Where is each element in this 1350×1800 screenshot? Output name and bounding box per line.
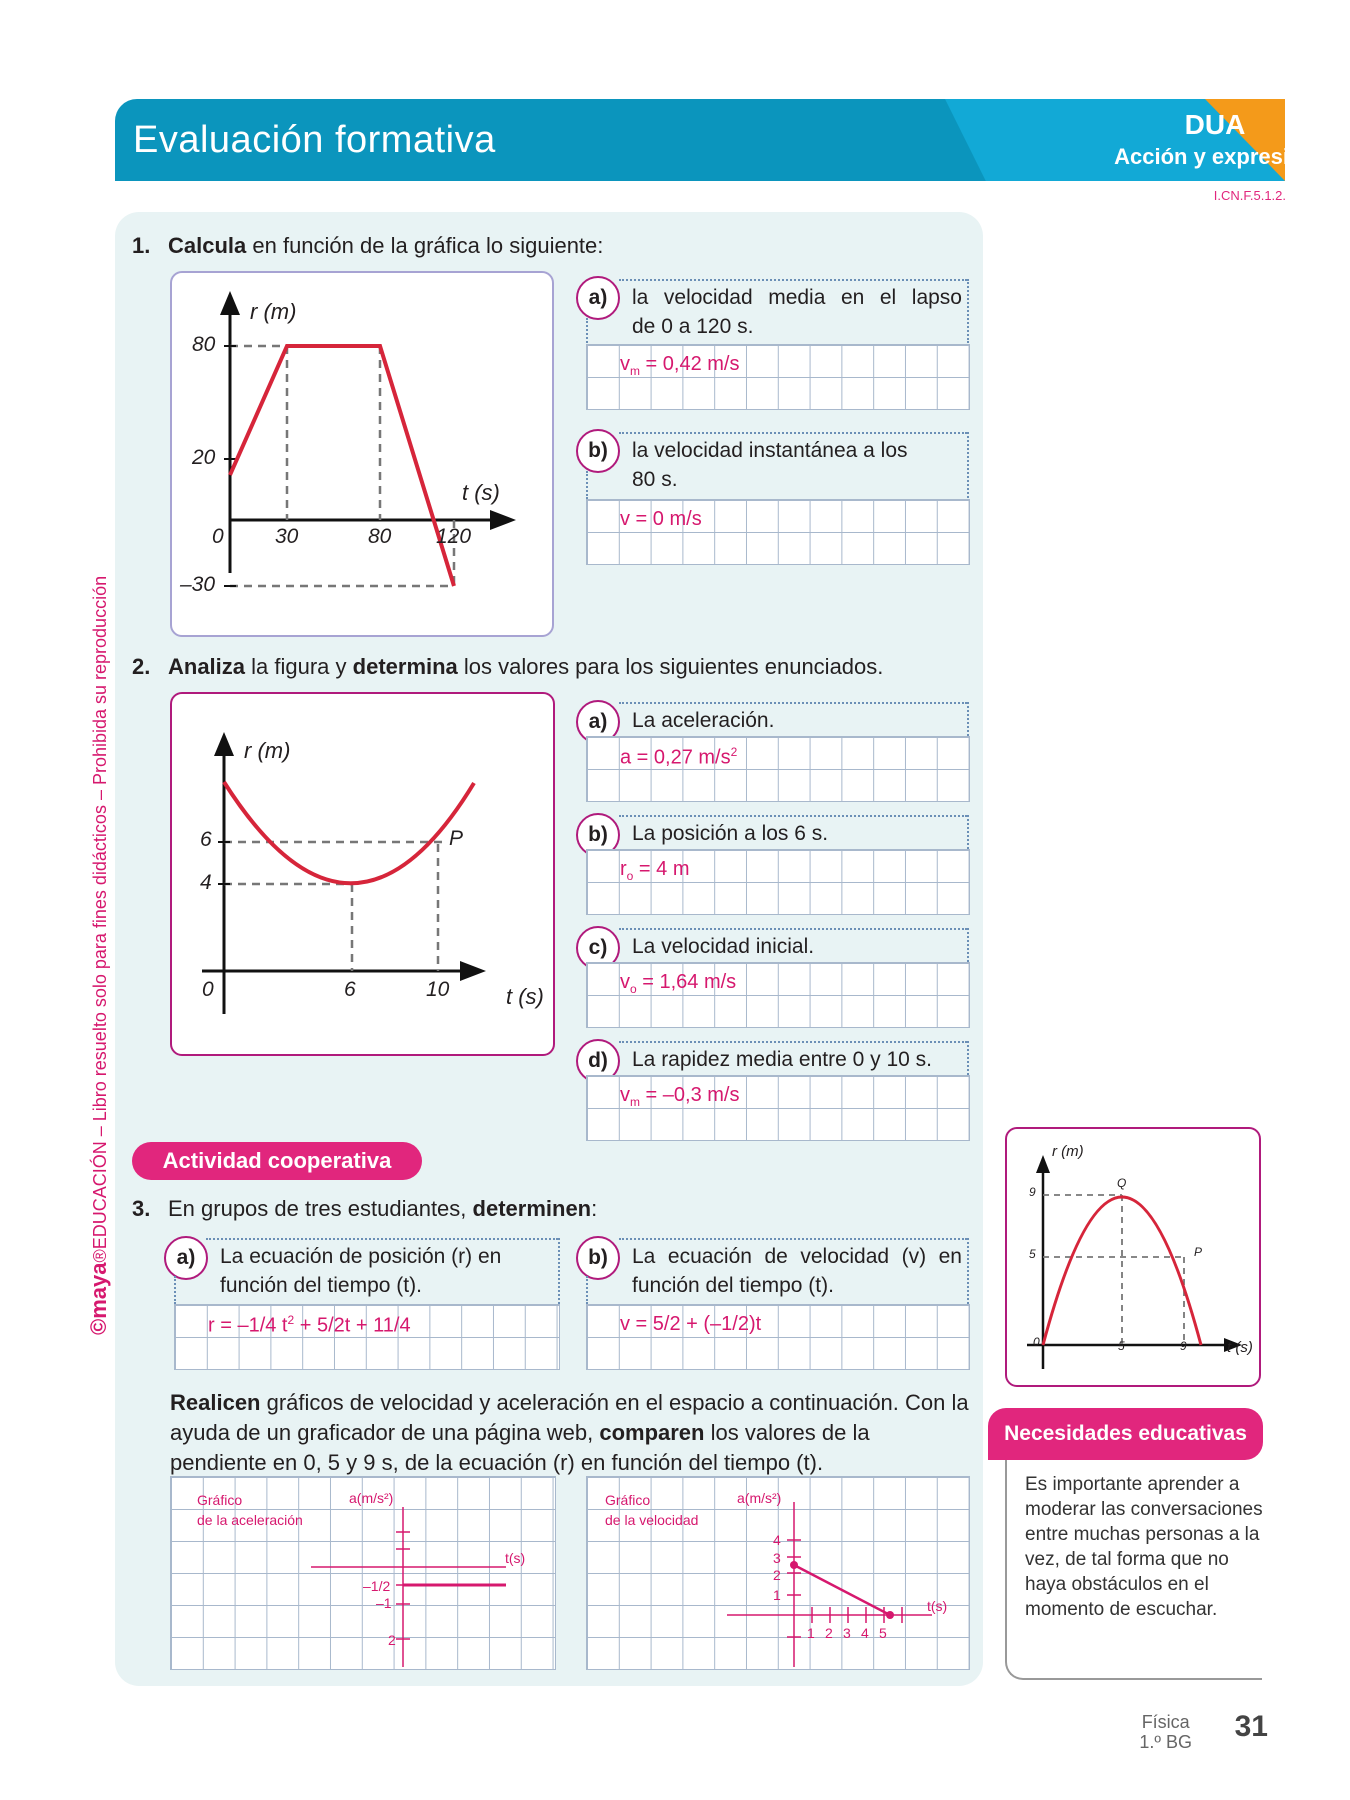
q1-tick-20: 20 <box>192 446 216 469</box>
side-parabola-graph-box <box>1005 1127 1261 1387</box>
q2d-answer: $v_m = -0,3$ m/s <box>620 1084 740 1109</box>
side-tick-x5: 5 <box>1118 1339 1125 1353</box>
q2-x-arrow <box>460 961 486 981</box>
q1b-label: b) <box>576 429 620 473</box>
accel-xlabel: t(s) <box>505 1550 526 1566</box>
question-3: 3. En grupos de tres estudiantes, determinen: <box>132 1196 598 1221</box>
footer-subject: Física 1.º BG <box>1139 1712 1192 1752</box>
vel-title-line2: de la velocidad <box>605 1512 699 1528</box>
side-tick-5: 5 <box>1029 1247 1036 1261</box>
vel-ylabel: a(m/s²) <box>737 1490 782 1506</box>
side-copyright <box>86 575 112 1335</box>
q1a-statement-line1: la velocidad media en el lapso <box>632 286 962 309</box>
q3b-statement-line2: función del tiempo (t). <box>632 1274 834 1297</box>
vel-tick-x5: 5 <box>879 1625 887 1641</box>
side-parabola-graph <box>1007 1129 1259 1385</box>
q1-x-arrow <box>490 510 516 530</box>
q2c-label: c) <box>576 926 620 970</box>
vel-tick-3: 3 <box>773 1550 781 1566</box>
q1b-statement-line1: la velocidad instantánea a los <box>632 439 908 462</box>
vel-tick-x1: 1 <box>807 1625 815 1641</box>
vel-title-line1: Gráfico <box>605 1492 651 1508</box>
accel-ylabel: a(m/s²) <box>349 1490 394 1506</box>
q1-position-curve <box>230 346 454 586</box>
q2-position-curve <box>224 782 474 883</box>
q2-y-arrow <box>214 732 234 756</box>
brand-name: ©maya <box>86 1262 111 1335</box>
accel-tick-neg-half: –1/2 <box>363 1578 391 1594</box>
q2-ylabel: r (m) <box>244 738 291 763</box>
vel-line <box>794 1565 890 1615</box>
q2-tick-x10: 10 <box>426 978 450 1001</box>
q2c-answer: $v_o = 1,64$ m/s <box>620 971 737 996</box>
q2d-statement: La rapidez media entre 0 y 10 s. <box>632 1048 933 1071</box>
q1-xlabel: t (s) <box>462 480 500 505</box>
side-y-arrow <box>1036 1155 1050 1173</box>
side-point-p: P <box>1194 1245 1203 1259</box>
q3b-answer: v = 5/2 + (–1/2)t <box>620 1313 762 1335</box>
vel-end-point <box>886 1611 894 1619</box>
q2-tick-x6: 6 <box>344 978 356 1001</box>
velocity-graph-grid <box>586 1476 970 1670</box>
side-xlabel: t (s) <box>1227 1339 1253 1356</box>
q2a-answer: a = 0,27 $m/s^2$ <box>620 745 738 769</box>
page-header <box>115 99 1316 181</box>
q1-position-graph <box>172 273 552 635</box>
accel-title-line2: de la aceleración <box>197 1512 303 1528</box>
q2b-label: b) <box>576 813 620 857</box>
q2-position-graph <box>172 694 553 1054</box>
question-2: 2. Analiza la figura y determina los valores para los siguientes enunciados. <box>132 654 884 679</box>
page-title: Evaluación formativa <box>133 119 496 161</box>
vel-start-point <box>790 1561 798 1569</box>
q1a-answer: $v_m = 0,42$ m/s <box>620 353 740 378</box>
q2-point-p: P <box>449 827 464 850</box>
q1-tick-neg30: –30 <box>180 573 216 596</box>
q1-tick-x80: 80 <box>368 525 392 548</box>
side-copyright-text: ®EDUCACIÓN – Libro resuelto solo para fines didácticos – Prohibida su reproducción <box>90 575 110 1263</box>
q1-y-arrow <box>220 291 240 315</box>
q1b-answer: v = 0 m/s <box>620 508 702 530</box>
question-1: 1. Calcula en función de la gráfica lo siguiente: <box>132 233 604 258</box>
q2-xlabel: t (s) <box>506 984 544 1009</box>
vel-tick-x2: 2 <box>825 1625 833 1641</box>
q1-graph-box <box>170 271 554 637</box>
vel-tick-1: 1 <box>773 1587 781 1603</box>
vel-tick-4: 4 <box>773 1532 781 1548</box>
q3a-answer: r = –1/4 $t^2 + 5/2t + 11/4$ <box>208 1313 411 1337</box>
q3b-statement-line1: La ecuación de velocidad (v) en <box>632 1245 962 1268</box>
curriculum-code: I.CN.F.5.1.2. <box>1213 188 1286 203</box>
cooperative-activity-badge: Actividad cooperativa <box>132 1142 422 1180</box>
q2c-statement: La velocidad inicial. <box>632 935 815 958</box>
q2-tick-4: 4 <box>200 871 212 894</box>
q1b-statement-line2: 80 s. <box>632 468 678 491</box>
q2-tick-6: 6 <box>200 828 212 851</box>
q2d-label: d) <box>576 1039 620 1083</box>
q2b-statement: La posición a los 6 s. <box>632 822 829 845</box>
vel-tick-x3: 3 <box>843 1625 851 1641</box>
q2-graph-box <box>170 692 555 1056</box>
q3a-statement-line2: función del tiempo (t). <box>220 1274 422 1297</box>
q1-tick-x120: 120 <box>436 525 472 548</box>
q1-ylabel: r (m) <box>250 299 297 324</box>
q3b-label: b) <box>576 1236 620 1280</box>
q1a-label: a) <box>576 276 620 320</box>
accel-title-line1: Gráfico <box>197 1492 243 1508</box>
q3a-statement-line1: La ecuación de posición (r) en <box>220 1245 502 1268</box>
q3-instructions: Realicen gráficos de velocidad y aceleración en el espacio a continuación. Con la ayuda de un graficador de una página web, comparen los valores de la pendiente en 0, 5 y 9 s, de la ecuación (r) en función del tiempo (t). <box>170 1390 969 1475</box>
side-tick-x9: 9 <box>1180 1339 1187 1353</box>
q3a-label: a) <box>164 1236 208 1280</box>
side-tick-9: 9 <box>1029 1185 1036 1199</box>
vel-tick-x4: 4 <box>861 1625 869 1641</box>
q2-tick-0: 0 <box>202 978 214 1001</box>
accel-tick-2: 2 <box>388 1632 396 1648</box>
acceleration-graph-grid <box>170 1476 556 1670</box>
q1-tick-x30: 30 <box>275 525 299 548</box>
side-point-q: Q <box>1117 1176 1127 1190</box>
dua-subtitle: Acción y expresión <box>1114 144 1316 169</box>
side-ylabel: r (m) <box>1052 1143 1084 1160</box>
dua-title: DUA <box>1184 109 1246 140</box>
vel-tick-2: 2 <box>773 1567 781 1583</box>
q1-tick-80: 80 <box>192 333 216 356</box>
q2b-answer: $r_o = 4$ m <box>620 858 690 883</box>
q1-tick-0: 0 <box>212 525 224 548</box>
q2a-statement: La aceleración. <box>632 709 775 732</box>
side-tick-0: 0 <box>1033 1335 1040 1349</box>
vel-xlabel: t(s) <box>927 1598 948 1614</box>
q2a-label: a) <box>576 700 620 744</box>
page-number: 31 <box>1234 1710 1268 1743</box>
accel-tick-neg1: –1 <box>376 1595 392 1611</box>
q1a-statement-line2: de 0 a 120 s. <box>632 315 754 338</box>
needs-title: Necesidades educativas <box>988 1408 1263 1460</box>
needs-text: Es importante aprender a moderar las conversaciones entre muchas personas a la vez, de tal forma que no haya obstáculos en el momento de escuchar. <box>1025 1474 1263 1620</box>
